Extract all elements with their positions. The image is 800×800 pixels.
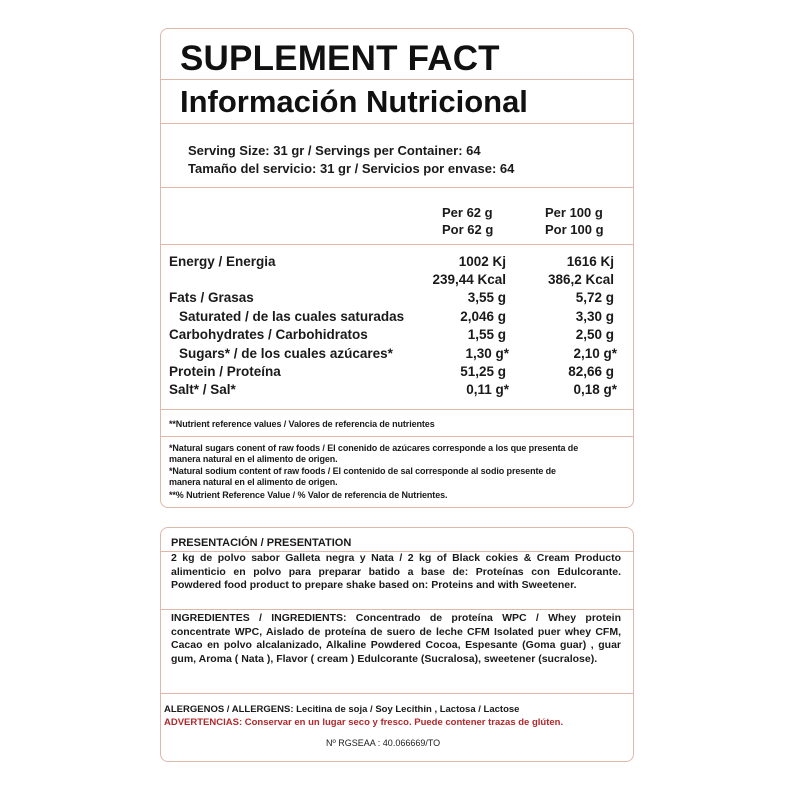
- value-per-62g: 3,55 g: [467, 290, 506, 305]
- footnote-sodium: *Natural sodium content of raw foods / El contenido de sal corresponde al sodio presente de: [169, 466, 556, 476]
- footnote-reference-values: **Nutrient reference values / Valores de referencia de nutrientes: [169, 419, 435, 429]
- value-per-62g: 2,046 g: [460, 309, 506, 324]
- value-per-100g: 1616 Kj: [566, 254, 614, 269]
- value-per-100g-kcal: 386,2 Kcal: [547, 272, 614, 287]
- value-per-62g: 51,25 g: [460, 364, 506, 379]
- column-header-per-62g: Per 62 g: [442, 205, 493, 220]
- nutrient-label: Carbohydrates / Carbohidratos: [169, 327, 368, 342]
- nutrition-facts-panel: [160, 28, 634, 508]
- allergens-line: ALERGENOS / ALLERGENS: Lecitina de soja / Soy Lecithin , Lactosa / Lactose: [164, 704, 520, 715]
- divider: [161, 409, 633, 410]
- nutrient-row-energy-kcal: [161, 272, 635, 290]
- nutrient-label: Energy / Energia: [169, 254, 276, 269]
- divider: [161, 436, 633, 437]
- ingredients-text: INGREDIENTES / INGREDIENTS: Concentrado de proteína WPC / Whey protein concentrate WPC, Aislado de proteína de suero de leche CFM Isolated puer whey CFM, Cacao en polvo alcalanizado, Alkaline Powdered Cocoa, Espesante (Goma guar) , guar gum, Aroma ( Nata ), Flavor ( cream ) Edulcorante (Sucralosa), sweetener (sucralose).: [171, 612, 621, 665]
- value-per-100g: 82,66 g: [568, 364, 614, 379]
- nutrient-label: Saturated / de las cuales saturadas: [179, 309, 405, 324]
- registry-number: Nº RGSEAA : 40.066669/TO: [326, 738, 441, 748]
- column-header-per-100g: Per 100 g: [545, 205, 603, 220]
- value-per-62g: 0,11 g*: [466, 382, 509, 397]
- footnote-sugars-cont: manera natural en el alimento de origen.: [169, 454, 338, 464]
- divider: [161, 187, 633, 188]
- column-header-por-62g-es: Por 62 g: [442, 222, 494, 237]
- panel-title: SUPLEMENT FACT: [180, 39, 500, 78]
- value-per-100g: 5,72 g: [575, 290, 614, 305]
- value-per-100g: 2,10 g*: [573, 346, 617, 361]
- footnote-sugars: *Natural sugars conent of raw foods / El conenido de azúcares corresponde a los que presenta de: [169, 443, 579, 453]
- value-per-100g: 0,18 g*: [573, 382, 617, 397]
- nutrient-label: Sugars* / de los cuales azúcares*: [179, 346, 393, 361]
- nutrient-label: Salt* / Sal*: [169, 382, 236, 397]
- nutrient-row-energy: [161, 254, 635, 272]
- nutrient-row-saturated: [161, 309, 635, 327]
- nutrient-row-protein: [161, 364, 635, 382]
- value-per-62g-kcal: 239,44 Kcal: [432, 272, 506, 287]
- footnote-sodium-cont: manera natural en el alimento de origen.: [169, 477, 338, 487]
- nutrient-label: Fats / Grasas: [169, 290, 254, 305]
- panel-subtitle: Información Nutricional: [180, 84, 528, 119]
- column-header-por-100g: Por 100 g: [545, 222, 604, 237]
- presentation-text: 2 kg de polvo sabor Galleta negra y Nata / 2 kg of Black cokies & Cream Producto alimenticio en polvo para preparar batido a base de: Proteínas con Edulcorante. Powdered food product to prepare shake based on: Proteins and with Sweetener.: [171, 552, 621, 592]
- nutrient-row-salt: [161, 382, 635, 400]
- serving-size-en: Serving Size: 31 gr / Servings per Container: 64: [188, 143, 481, 158]
- nutrient-row-sugars: [161, 346, 635, 364]
- divider: [161, 693, 633, 694]
- value-per-62g: 1002 Kj: [458, 254, 506, 269]
- value-per-100g: 3,30 g: [575, 309, 614, 324]
- warnings-line: ADVERTENCIAS: Conservar en un lugar seco y fresco. Puede contener trazas de glúten.: [164, 717, 564, 728]
- footnote-nrv: **% Nutrient Reference Value / % Valor de referencia de Nutrientes.: [169, 490, 448, 500]
- value-per-100g: 2,50 g: [575, 327, 614, 342]
- divider: [161, 609, 633, 610]
- value-per-62g: 1,30 g*: [465, 346, 509, 361]
- value-per-62g: 1,55 g: [467, 327, 506, 342]
- presentation-heading: PRESENTACIÓN / PRESENTATION: [171, 537, 352, 549]
- nutrient-label: Protein / Proteína: [169, 364, 281, 379]
- nutrient-row-fats: [161, 290, 635, 308]
- nutrient-row-carbohydrates: [161, 327, 635, 345]
- serving-size-es: Tamaño del servicio: 31 gr / Servicios por envase: 64: [188, 161, 515, 176]
- product-info-panel: [160, 527, 634, 762]
- divider: [161, 244, 633, 245]
- divider: [161, 79, 633, 80]
- divider: [161, 123, 633, 124]
